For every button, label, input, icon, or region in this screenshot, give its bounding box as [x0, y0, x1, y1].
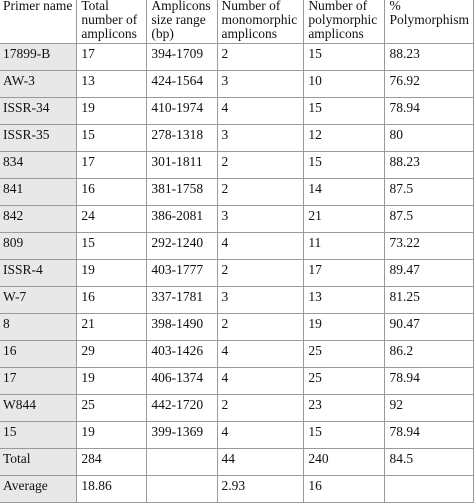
polymorphic-header — [304, 0, 385, 44]
primer-name-cell: W-7 — [0, 287, 77, 314]
table-row — [0, 125, 474, 152]
table-cell: 4 — [217, 368, 304, 395]
table-cell: 21 — [77, 314, 147, 341]
table-cell: 16 — [77, 179, 147, 206]
table-cell: 284 — [77, 449, 147, 476]
primer-name-cell: AW-3 — [0, 71, 77, 98]
table-cell: 80 — [385, 125, 474, 152]
total-amplicons-header — [77, 0, 147, 44]
table-cell: 3 — [217, 206, 304, 233]
table-row — [0, 206, 474, 233]
table-cell: 4 — [217, 233, 304, 260]
table-cell: 2 — [217, 260, 304, 287]
primer-name-cell: ISSR-35 — [0, 125, 77, 152]
primer-name-cell: 841 — [0, 179, 77, 206]
table-cell: 14 — [304, 179, 385, 206]
table-cell: 87.5 — [385, 179, 474, 206]
primer-name-cell: 8 — [0, 314, 77, 341]
table-cell: 87.5 — [385, 206, 474, 233]
table-cell: 76.92 — [385, 71, 474, 98]
table-cell: 21 — [304, 206, 385, 233]
table-cell: 92 — [385, 395, 474, 422]
table-cell: 240 — [304, 449, 385, 476]
header-line: Number of — [221, 0, 281, 13]
table-cell: 19 — [77, 98, 147, 125]
primer-name-cell: ISSR-4 — [0, 260, 77, 287]
table-cell: 88.23 — [385, 152, 474, 179]
table-row — [0, 71, 474, 98]
table-cell: 19 — [77, 368, 147, 395]
primer-name-cell: 17899-B — [0, 44, 77, 71]
table-cell: 90.47 — [385, 314, 474, 341]
table-cell: 15 — [77, 233, 147, 260]
primer-name-cell: ISSR-34 — [0, 98, 77, 125]
table-cell: 89.47 — [385, 260, 474, 287]
table-cell — [147, 476, 217, 503]
header-row — [0, 0, 474, 44]
table-cell: 19 — [77, 422, 147, 449]
table-cell: 73.22 — [385, 233, 474, 260]
header-line: Primer name — [3, 0, 73, 13]
primer-name-cell: Total — [0, 449, 77, 476]
table-cell: 15 — [304, 98, 385, 125]
table-cell: 17 — [304, 260, 385, 287]
table-cell: 12 — [304, 125, 385, 152]
table-cell: 25 — [304, 341, 385, 368]
header-line: Amplicons — [151, 0, 211, 13]
table-cell: 4 — [217, 341, 304, 368]
table-cell — [147, 449, 217, 476]
table-cell: 3 — [217, 125, 304, 152]
header-line: Number of — [308, 0, 368, 13]
table-cell: 4 — [217, 422, 304, 449]
table-cell: 394-1709 — [147, 44, 217, 71]
table-cell: 2 — [217, 179, 304, 206]
primer-name-cell: 16 — [0, 341, 77, 368]
table-cell: 2 — [217, 44, 304, 71]
table-cell: 11 — [304, 233, 385, 260]
table-cell: 86.2 — [385, 341, 474, 368]
table-cell: 442-1720 — [147, 395, 217, 422]
primer-name-cell: W844 — [0, 395, 77, 422]
table-row — [0, 314, 474, 341]
table-cell: 18.86 — [77, 476, 147, 503]
size-range-header — [147, 0, 217, 44]
table-cell: 16 — [77, 287, 147, 314]
table-row — [0, 287, 474, 314]
header-line: Polymorphism — [389, 12, 469, 27]
table-cell: 15 — [304, 44, 385, 71]
table-row — [0, 368, 474, 395]
table-cell: 78.94 — [385, 98, 474, 125]
table-cell: 3 — [217, 287, 304, 314]
table-cell: 13 — [304, 287, 385, 314]
table-cell: 403-1426 — [147, 341, 217, 368]
header-line: monomorphic — [221, 12, 298, 27]
primer-name-cell: 809 — [0, 233, 77, 260]
table-cell: 13 — [77, 71, 147, 98]
table-cell: 403-1777 — [147, 260, 217, 287]
header-line: number of — [81, 12, 138, 27]
table-cell: 23 — [304, 395, 385, 422]
table-cell: 15 — [77, 125, 147, 152]
table-cell: 44 — [217, 449, 304, 476]
table-cell: 3 — [217, 71, 304, 98]
table-cell: 2.93 — [217, 476, 304, 503]
table-cell: 381-1758 — [147, 179, 217, 206]
table-header — [0, 0, 474, 44]
table-cell: 406-1374 — [147, 368, 217, 395]
table-cell: 2 — [217, 314, 304, 341]
table-cell: 19 — [77, 260, 147, 287]
table-cell: 78.94 — [385, 422, 474, 449]
table-cell: 25 — [304, 368, 385, 395]
polymorphism-header — [385, 0, 474, 44]
table-cell: 399-1369 — [147, 422, 217, 449]
header-line: size range — [151, 12, 206, 27]
table-cell: 15 — [304, 422, 385, 449]
table-cell: 17 — [77, 152, 147, 179]
table-row — [0, 476, 474, 503]
table-cell: 25 — [77, 395, 147, 422]
primer-name-cell: 17 — [0, 368, 77, 395]
table-cell: 301-1811 — [147, 152, 217, 179]
table-cell: 4 — [217, 98, 304, 125]
table-row — [0, 98, 474, 125]
table-row — [0, 260, 474, 287]
table-row — [0, 449, 474, 476]
table-cell: 2 — [217, 152, 304, 179]
table-row — [0, 395, 474, 422]
table-cell: 337-1781 — [147, 287, 217, 314]
table-cell: 292-1240 — [147, 233, 217, 260]
primer-name-cell: 834 — [0, 152, 77, 179]
table-cell: 386-2081 — [147, 206, 217, 233]
table-cell: 10 — [304, 71, 385, 98]
header-line: (bp) — [151, 26, 174, 41]
primer-name-cell: 15 — [0, 422, 77, 449]
table-body — [0, 44, 474, 503]
table-row — [0, 152, 474, 179]
table-cell: 17 — [77, 44, 147, 71]
table-cell: 2 — [217, 395, 304, 422]
primer-name-header — [0, 0, 77, 44]
monomorphic-header — [217, 0, 304, 44]
table-cell — [385, 476, 474, 503]
table-row — [0, 341, 474, 368]
table-cell: 16 — [304, 476, 385, 503]
header-line: % — [389, 0, 401, 13]
table-cell: 84.5 — [385, 449, 474, 476]
header-line: amplicons — [221, 26, 277, 41]
table-cell: 24 — [77, 206, 147, 233]
primer-name-cell: Average — [0, 476, 77, 503]
table-cell: 410-1974 — [147, 98, 217, 125]
table-cell: 19 — [304, 314, 385, 341]
table-cell: 81.25 — [385, 287, 474, 314]
table-cell: 398-1490 — [147, 314, 217, 341]
header-line: amplicons — [308, 26, 364, 41]
table-row — [0, 179, 474, 206]
header-line: amplicons — [81, 26, 137, 41]
table-row — [0, 422, 474, 449]
table-cell: 78.94 — [385, 368, 474, 395]
table-cell: 424-1564 — [147, 71, 217, 98]
table-cell: 88.23 — [385, 44, 474, 71]
table-row — [0, 44, 474, 71]
primer-name-cell: 842 — [0, 206, 77, 233]
header-line: Total — [81, 0, 109, 13]
header-line: polymorphic — [308, 12, 378, 27]
table-cell: 15 — [304, 152, 385, 179]
table-cell: 278-1318 — [147, 125, 217, 152]
table-row — [0, 233, 474, 260]
table-cell: 29 — [77, 341, 147, 368]
